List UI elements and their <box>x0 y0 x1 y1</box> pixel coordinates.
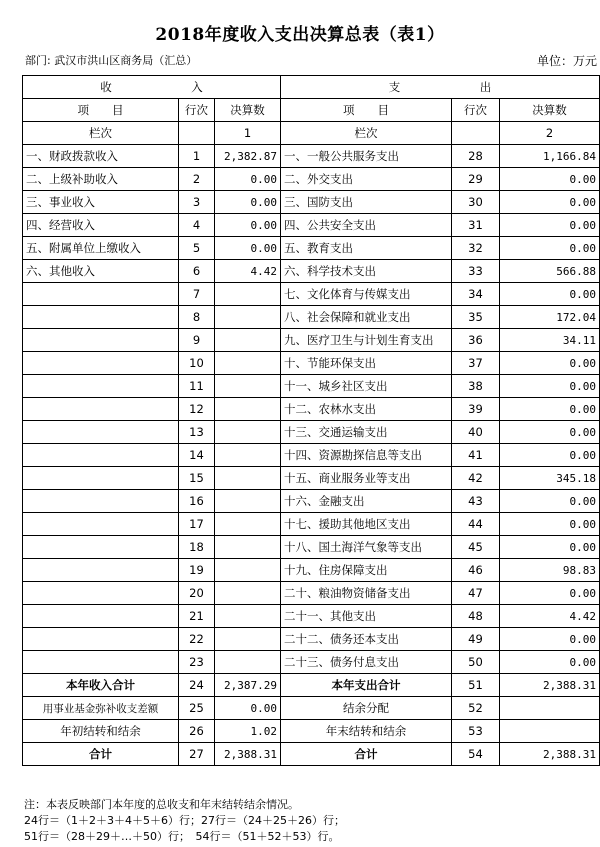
expense-item-name: 二十、粮油物资储备支出 <box>281 582 452 605</box>
income-amount <box>215 329 281 352</box>
income-row-number: 3 <box>179 191 215 214</box>
income-item-name: 用事业基金弥补收支差额 <box>23 697 179 720</box>
expense-row-number: 40 <box>452 421 500 444</box>
table-row <box>23 329 600 352</box>
income-item-name <box>23 559 179 582</box>
expense-row-number: 29 <box>452 168 500 191</box>
income-row-number: 17 <box>179 513 215 536</box>
department-label: 部门: 武汉市洪山区商务局（汇总） <box>25 54 198 67</box>
income-row-number: 15 <box>179 467 215 490</box>
income-item-name: 五、附属单位上缴收入 <box>23 237 179 260</box>
expense-item-name: 十二、农林水支出 <box>281 398 452 421</box>
footnote-line: 注：本表反映部门本年度的总收支和年末结转结余情况。 <box>24 798 299 811</box>
income-amount <box>215 582 281 605</box>
income-lanci-label: 栏次 <box>23 122 179 145</box>
income-amount <box>215 536 281 559</box>
expense-item-name: 四、公共安全支出 <box>281 214 452 237</box>
expense-item-name: 九、医疗卫生与计划生育支出 <box>281 329 452 352</box>
expense-row-number: 32 <box>452 237 500 260</box>
expense-amount: 34.11 <box>500 329 600 352</box>
expense-row-number: 41 <box>452 444 500 467</box>
expense-amount: 0.00 <box>500 513 600 536</box>
income-item-name <box>23 421 179 444</box>
table-row <box>23 237 600 260</box>
income-item-name <box>23 398 179 421</box>
expense-amount: 0.00 <box>500 283 600 306</box>
income-row-number: 27 <box>179 743 215 766</box>
expense-amount: 345.18 <box>500 467 600 490</box>
income-row-number: 5 <box>179 237 215 260</box>
income-amount: 0.00 <box>215 237 281 260</box>
expense-amount: 4.42 <box>500 605 600 628</box>
income-amount: 2,387.29 <box>215 674 281 697</box>
expense-item-name: 十九、住房保障支出 <box>281 559 452 582</box>
income-rownum-header: 行次 <box>179 99 215 122</box>
income-row-number: 24 <box>179 674 215 697</box>
expense-amount: 0.00 <box>500 214 600 237</box>
income-item-name: 合计 <box>23 743 179 766</box>
expense-item-name: 本年支出合计 <box>281 674 452 697</box>
expense-amount: 566.88 <box>500 260 600 283</box>
income-row-number: 13 <box>179 421 215 444</box>
table-row <box>23 191 600 214</box>
income-amount <box>215 513 281 536</box>
income-row-number: 16 <box>179 490 215 513</box>
table-row <box>23 352 600 375</box>
income-amount: 2,388.31 <box>215 743 281 766</box>
expense-row-number: 42 <box>452 467 500 490</box>
income-amount-header: 决算数 <box>215 99 281 122</box>
income-section-header: 收 入 <box>23 76 281 99</box>
income-row-number: 19 <box>179 559 215 582</box>
expense-row-number: 44 <box>452 513 500 536</box>
income-item-name <box>23 536 179 559</box>
expense-item-name: 十四、资源勘探信息等支出 <box>281 444 452 467</box>
table-row <box>23 605 600 628</box>
income-row-number: 2 <box>179 168 215 191</box>
income-item-name <box>23 582 179 605</box>
income-amount <box>215 559 281 582</box>
income-item-name <box>23 628 179 651</box>
income-item-name <box>23 329 179 352</box>
income-item-name <box>23 375 179 398</box>
income-item-name: 本年收入合计 <box>23 674 179 697</box>
expense-row-number: 39 <box>452 398 500 421</box>
income-row-number: 11 <box>179 375 215 398</box>
expense-rownum-header: 行次 <box>452 99 500 122</box>
income-row-number: 10 <box>179 352 215 375</box>
table-row <box>23 651 600 674</box>
income-item-name: 年初结转和结余 <box>23 720 179 743</box>
income-expense-table <box>22 75 600 766</box>
income-item-name <box>23 467 179 490</box>
summary-row <box>23 720 600 743</box>
expense-item-name: 十七、援助其他地区支出 <box>281 513 452 536</box>
income-item-name <box>23 352 179 375</box>
table-row <box>23 444 600 467</box>
income-row-number: 20 <box>179 582 215 605</box>
expense-item-name: 八、社会保障和就业支出 <box>281 306 452 329</box>
income-amount <box>215 444 281 467</box>
income-row-number: 4 <box>179 214 215 237</box>
income-amount <box>215 352 281 375</box>
income-item-header: 项 目 <box>23 99 179 122</box>
expense-amount: 0.00 <box>500 536 600 559</box>
income-row-number: 23 <box>179 651 215 674</box>
table-row <box>23 559 600 582</box>
table-row <box>23 214 600 237</box>
expense-row-number: 54 <box>452 743 500 766</box>
expense-amount: 0.00 <box>500 168 600 191</box>
expense-row-number: 43 <box>452 490 500 513</box>
income-item-name: 六、其他收入 <box>23 260 179 283</box>
income-item-name <box>23 444 179 467</box>
empty-cell <box>179 122 215 145</box>
expense-row-number: 37 <box>452 352 500 375</box>
table-row <box>23 490 600 513</box>
expense-row-number: 53 <box>452 720 500 743</box>
table-row <box>23 536 600 559</box>
income-amount: 0.00 <box>215 697 281 720</box>
expense-item-name: 六、科学技术支出 <box>281 260 452 283</box>
income-item-name <box>23 306 179 329</box>
income-amount: 2,382.87 <box>215 145 281 168</box>
table-body <box>23 145 600 674</box>
expense-item-name: 二十三、债务付息支出 <box>281 651 452 674</box>
income-row-number: 7 <box>179 283 215 306</box>
expense-amount: 0.00 <box>500 375 600 398</box>
expense-item-name: 十一、城乡社区支出 <box>281 375 452 398</box>
expense-item-name: 十五、商业服务业等支出 <box>281 467 452 490</box>
income-item-name: 三、事业收入 <box>23 191 179 214</box>
expense-amount: 0.00 <box>500 628 600 651</box>
income-row-number: 12 <box>179 398 215 421</box>
expense-amount: 0.00 <box>500 352 600 375</box>
income-amount <box>215 628 281 651</box>
income-row-number: 26 <box>179 720 215 743</box>
income-amount <box>215 398 281 421</box>
unit-label: 单位：万元 <box>536 54 597 68</box>
expense-row-number: 45 <box>452 536 500 559</box>
expense-row-number: 28 <box>452 145 500 168</box>
income-row-number: 6 <box>179 260 215 283</box>
expense-item-name: 三、国防支出 <box>281 191 452 214</box>
expense-item-name: 结余分配 <box>281 697 452 720</box>
expense-item-name: 年末结转和结余 <box>281 720 452 743</box>
income-item-name <box>23 651 179 674</box>
expense-amount: 0.00 <box>500 490 600 513</box>
income-row-number: 18 <box>179 536 215 559</box>
expense-amount: 0.00 <box>500 398 600 421</box>
table-row <box>23 145 600 168</box>
income-row-number: 14 <box>179 444 215 467</box>
summary-row <box>23 743 600 766</box>
expense-item-name: 十、节能环保支出 <box>281 352 452 375</box>
expense-item-name: 十六、金融支出 <box>281 490 452 513</box>
expense-row-number: 33 <box>452 260 500 283</box>
income-item-name: 一、财政拨款收入 <box>23 145 179 168</box>
income-amount: 0.00 <box>215 214 281 237</box>
table-row <box>23 398 600 421</box>
expense-item-name: 合计 <box>281 743 452 766</box>
income-row-number: 21 <box>179 605 215 628</box>
expense-row-number: 30 <box>452 191 500 214</box>
expense-column-number: 2 <box>500 122 600 145</box>
income-amount: 0.00 <box>215 191 281 214</box>
expense-amount: 172.04 <box>500 306 600 329</box>
expense-row-number: 49 <box>452 628 500 651</box>
expense-lanci-label: 栏次 <box>281 122 452 145</box>
expense-amount: 0.00 <box>500 421 600 444</box>
income-amount <box>215 375 281 398</box>
expense-amount: 1,166.84 <box>500 145 600 168</box>
income-amount <box>215 605 281 628</box>
table-row <box>23 168 600 191</box>
expense-row-number: 46 <box>452 559 500 582</box>
expense-row-number: 51 <box>452 674 500 697</box>
income-item-name <box>23 490 179 513</box>
income-amount <box>215 651 281 674</box>
income-row-number: 1 <box>179 145 215 168</box>
table-row <box>23 260 600 283</box>
table-row <box>23 306 600 329</box>
expense-item-name: 七、文化体育与传媒支出 <box>281 283 452 306</box>
income-item-name <box>23 513 179 536</box>
table-row <box>23 421 600 444</box>
expense-row-number: 47 <box>452 582 500 605</box>
table-row <box>23 467 600 490</box>
table-row <box>23 375 600 398</box>
expense-amount-header: 决算数 <box>500 99 600 122</box>
footnote-line: 51行＝（28＋29＋…＋50）行； 54行＝（51＋52＋53）行。 <box>24 830 340 843</box>
expense-amount <box>500 720 600 743</box>
expense-row-number: 50 <box>452 651 500 674</box>
expense-item-header: 项 目 <box>281 99 452 122</box>
report-meta <box>25 52 597 68</box>
table-row <box>23 283 600 306</box>
expense-row-number: 38 <box>452 375 500 398</box>
table-row <box>23 513 600 536</box>
income-amount <box>215 421 281 444</box>
expense-row-number: 31 <box>452 214 500 237</box>
report-title: 2018年度收入支出决算总表（表1） <box>155 25 445 45</box>
expense-section-header: 支 出 <box>281 76 600 99</box>
income-amount <box>215 490 281 513</box>
expense-row-number: 35 <box>452 306 500 329</box>
expense-item-name: 十三、交通运输支出 <box>281 421 452 444</box>
empty-cell <box>452 122 500 145</box>
income-amount <box>215 467 281 490</box>
income-amount <box>215 306 281 329</box>
income-column-number: 1 <box>215 122 281 145</box>
income-item-name: 二、上级补助收入 <box>23 168 179 191</box>
expense-amount: 98.83 <box>500 559 600 582</box>
table-summary <box>23 674 600 766</box>
expense-amount: 0.00 <box>500 191 600 214</box>
expense-item-name: 五、教育支出 <box>281 237 452 260</box>
footnotes <box>24 797 345 845</box>
summary-row <box>23 697 600 720</box>
expense-amount: 0.00 <box>500 582 600 605</box>
income-amount: 4.42 <box>215 260 281 283</box>
expense-item-name: 二十二、债务还本支出 <box>281 628 452 651</box>
table-row <box>23 582 600 605</box>
expense-amount <box>500 697 600 720</box>
expense-amount: 2,388.31 <box>500 743 600 766</box>
income-item-name <box>23 283 179 306</box>
income-row-number: 9 <box>179 329 215 352</box>
income-item-name <box>23 605 179 628</box>
expense-amount: 0.00 <box>500 237 600 260</box>
income-row-number: 22 <box>179 628 215 651</box>
expense-item-name: 一、一般公共服务支出 <box>281 145 452 168</box>
table-row <box>23 628 600 651</box>
expense-row-number: 34 <box>452 283 500 306</box>
income-row-number: 8 <box>179 306 215 329</box>
expense-item-name: 二、外交支出 <box>281 168 452 191</box>
income-amount: 1.02 <box>215 720 281 743</box>
expense-item-name: 十八、国土海洋气象等支出 <box>281 536 452 559</box>
summary-row <box>23 674 600 697</box>
expense-amount: 2,388.31 <box>500 674 600 697</box>
footnote-line: 24行＝（1＋2＋3＋4＋5＋6）行；27行＝（24＋25＋26）行； <box>24 814 345 827</box>
expense-row-number: 52 <box>452 697 500 720</box>
income-item-name: 四、经营收入 <box>23 214 179 237</box>
income-amount: 0.00 <box>215 168 281 191</box>
expense-row-number: 48 <box>452 605 500 628</box>
expense-amount: 0.00 <box>500 651 600 674</box>
income-row-number: 25 <box>179 697 215 720</box>
expense-row-number: 36 <box>452 329 500 352</box>
income-amount <box>215 283 281 306</box>
expense-amount: 0.00 <box>500 444 600 467</box>
expense-item-name: 二十一、其他支出 <box>281 605 452 628</box>
